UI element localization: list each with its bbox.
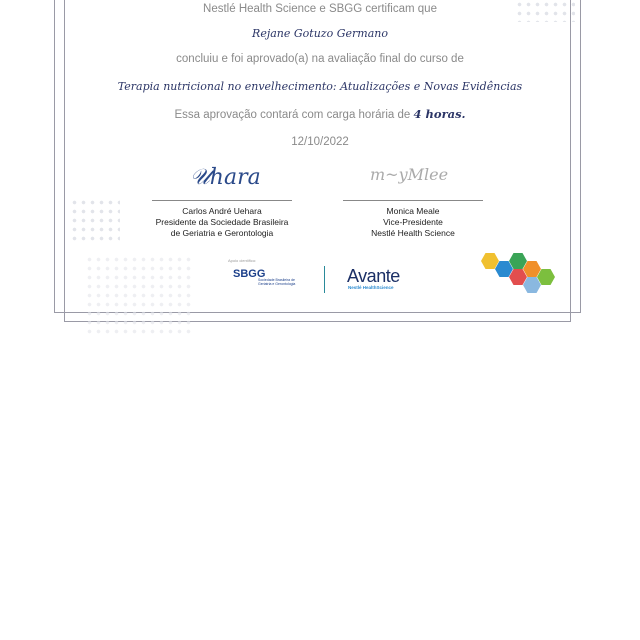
support-label: Apoio científico: <box>228 258 257 263</box>
intro-text: Nestlé Health Science e SBGG certificam que <box>203 3 437 15</box>
signatory-2 <box>333 206 493 239</box>
signatory-name: Monica Meale <box>386 206 440 216</box>
signatory-org: Nestlé Health Science <box>371 228 455 238</box>
completion-text: concluiu e foi aprovado(a) na avaliação final do curso de <box>176 53 464 65</box>
hours-value: 4 horas. <box>413 107 466 121</box>
signatory-role: Vice-Presidente <box>383 217 443 227</box>
signature-line <box>343 200 483 201</box>
signatory-org: de Geriatria e Gerontologia <box>170 228 274 238</box>
course-title: Terapia nutricional no envelhecimento: Atualizações e Novas Evidências <box>117 80 523 93</box>
dot-pattern <box>85 255 195 335</box>
date: 12/10/2022 <box>291 136 349 148</box>
logo-divider <box>324 266 325 293</box>
signatory-name: Carlos André Uehara <box>182 206 262 216</box>
avante-subtitle: Nestlé HealthScience <box>348 285 394 290</box>
signature-meale: m~yMlee <box>370 165 449 184</box>
avante-logo: Avante <box>347 266 400 286</box>
dot-pattern <box>70 198 120 243</box>
signature-uehara: 𝒰hara <box>190 165 261 190</box>
signatory-1 <box>142 206 302 239</box>
sbgg-logo: SBGG <box>233 268 266 280</box>
hours-text: Essa aprovação contará com carga horária de <box>174 109 411 121</box>
sbgg-subtitle: Sociedade Brasileira de Geriatria e Gerontologia <box>258 278 296 286</box>
hours-line <box>0 107 640 122</box>
signatory-role: Presidente da Sociedade Brasileira <box>155 217 289 227</box>
signature-line <box>152 200 292 201</box>
recipient-name: Rejane Gotuzo Germano <box>252 27 388 40</box>
